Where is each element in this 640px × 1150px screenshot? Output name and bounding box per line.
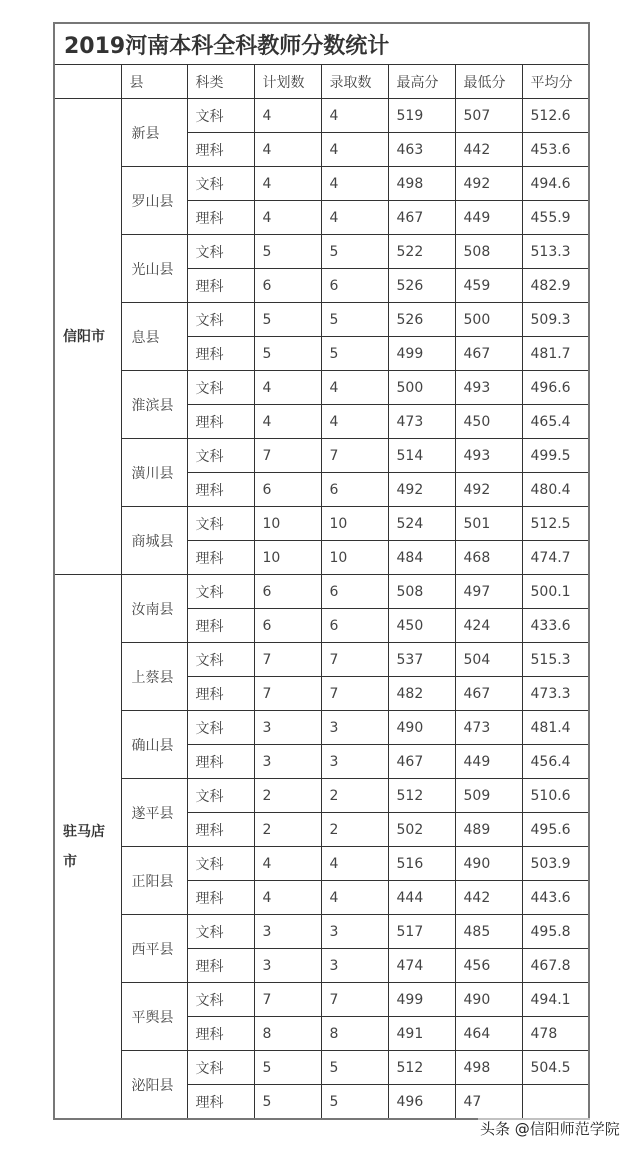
county-cell: 正阳县 (121, 847, 187, 915)
min-score-cell: 459 (455, 269, 522, 303)
min-score-cell: 456 (455, 949, 522, 983)
min-score-cell: 473 (455, 711, 522, 745)
max-score-cell: 519 (388, 99, 455, 133)
admitted-cell: 6 (321, 609, 388, 643)
min-score-cell: 450 (455, 405, 522, 439)
min-score-cell: 501 (455, 507, 522, 541)
admitted-cell: 8 (321, 1017, 388, 1051)
avg-score-cell: 474.7 (522, 541, 589, 575)
admitted-cell: 4 (321, 167, 388, 201)
admitted-cell: 4 (321, 201, 388, 235)
county-cell: 新县 (121, 99, 187, 167)
table-row (54, 779, 589, 813)
max-score-cell: 482 (388, 677, 455, 711)
avg-score-cell: 453.6 (522, 133, 589, 167)
max-score-cell: 499 (388, 983, 455, 1017)
plan-cell: 6 (254, 575, 321, 609)
subject-cell: 文科 (187, 99, 254, 133)
subject-cell: 理科 (187, 201, 254, 235)
min-score-cell: 504 (455, 643, 522, 677)
max-score-cell: 492 (388, 473, 455, 507)
county-cell: 商城县 (121, 507, 187, 575)
avg-score-cell: 512.6 (522, 99, 589, 133)
subject-cell: 理科 (187, 813, 254, 847)
county-cell: 息县 (121, 303, 187, 371)
subject-cell: 文科 (187, 575, 254, 609)
min-score-cell: 492 (455, 473, 522, 507)
min-score-cell: 493 (455, 439, 522, 473)
min-score-cell: 47 (455, 1085, 522, 1120)
avg-score-cell: 478 (522, 1017, 589, 1051)
min-score-cell: 442 (455, 881, 522, 915)
avg-score-cell: 512.5 (522, 507, 589, 541)
max-score-cell: 467 (388, 745, 455, 779)
city-cell: 信阳市 (54, 99, 121, 575)
min-score-cell: 468 (455, 541, 522, 575)
min-score-cell: 485 (455, 915, 522, 949)
plan-cell: 3 (254, 949, 321, 983)
header-min: 最低分 (455, 65, 522, 99)
min-score-cell: 449 (455, 745, 522, 779)
plan-cell: 7 (254, 643, 321, 677)
avg-score-cell: 504.5 (522, 1051, 589, 1085)
subject-cell: 文科 (187, 915, 254, 949)
subject-cell: 理科 (187, 677, 254, 711)
max-score-cell: 473 (388, 405, 455, 439)
subject-cell: 理科 (187, 541, 254, 575)
county-cell: 潢川县 (121, 439, 187, 507)
county-cell: 淮滨县 (121, 371, 187, 439)
max-score-cell: 491 (388, 1017, 455, 1051)
subject-cell: 文科 (187, 1051, 254, 1085)
admitted-cell: 5 (321, 1051, 388, 1085)
max-score-cell: 508 (388, 575, 455, 609)
plan-cell: 7 (254, 983, 321, 1017)
admitted-cell: 2 (321, 813, 388, 847)
watermark: 头条 @信阳师范学院 (480, 1120, 620, 1138)
county-cell: 罗山县 (121, 167, 187, 235)
table-row (54, 439, 589, 473)
min-score-cell: 464 (455, 1017, 522, 1051)
avg-score-cell (522, 1085, 589, 1120)
max-score-cell: 484 (388, 541, 455, 575)
admitted-cell: 4 (321, 847, 388, 881)
admitted-cell: 5 (321, 235, 388, 269)
plan-cell: 2 (254, 779, 321, 813)
header-subject: 科类 (187, 65, 254, 99)
avg-score-cell: 509.3 (522, 303, 589, 337)
header-city (54, 65, 121, 99)
plan-cell: 4 (254, 371, 321, 405)
plan-cell: 10 (254, 541, 321, 575)
avg-score-cell: 480.4 (522, 473, 589, 507)
plan-cell: 4 (254, 167, 321, 201)
county-cell: 遂平县 (121, 779, 187, 847)
admitted-cell: 7 (321, 677, 388, 711)
min-score-cell: 449 (455, 201, 522, 235)
plan-cell: 2 (254, 813, 321, 847)
max-score-cell: 500 (388, 371, 455, 405)
min-score-cell: 509 (455, 779, 522, 813)
subject-cell: 理科 (187, 1017, 254, 1051)
plan-cell: 7 (254, 677, 321, 711)
max-score-cell: 526 (388, 269, 455, 303)
county-cell: 汝南县 (121, 575, 187, 643)
admitted-cell: 3 (321, 745, 388, 779)
min-score-cell: 507 (455, 99, 522, 133)
max-score-cell: 496 (388, 1085, 455, 1120)
admitted-cell: 2 (321, 779, 388, 813)
city-cell: 驻马店市 (54, 575, 121, 1120)
min-score-cell: 493 (455, 371, 522, 405)
county-cell: 泌阳县 (121, 1051, 187, 1120)
admitted-cell: 10 (321, 507, 388, 541)
plan-cell: 6 (254, 609, 321, 643)
plan-cell: 5 (254, 303, 321, 337)
avg-score-cell: 433.6 (522, 609, 589, 643)
subject-cell: 文科 (187, 779, 254, 813)
subject-cell: 理科 (187, 269, 254, 303)
max-score-cell: 514 (388, 439, 455, 473)
max-score-cell: 517 (388, 915, 455, 949)
admitted-cell: 6 (321, 575, 388, 609)
max-score-cell: 463 (388, 133, 455, 167)
admitted-cell: 5 (321, 303, 388, 337)
admitted-cell: 4 (321, 133, 388, 167)
min-score-cell: 500 (455, 303, 522, 337)
max-score-cell: 490 (388, 711, 455, 745)
admitted-cell: 6 (321, 473, 388, 507)
min-score-cell: 492 (455, 167, 522, 201)
admitted-cell: 4 (321, 405, 388, 439)
header-max: 最高分 (388, 65, 455, 99)
avg-score-cell: 496.6 (522, 371, 589, 405)
table-row (54, 167, 589, 201)
subject-cell: 文科 (187, 507, 254, 541)
avg-score-cell: 515.3 (522, 643, 589, 677)
subject-cell: 理科 (187, 405, 254, 439)
avg-score-cell: 467.8 (522, 949, 589, 983)
subject-cell: 文科 (187, 371, 254, 405)
max-score-cell: 537 (388, 643, 455, 677)
subject-cell: 文科 (187, 711, 254, 745)
avg-score-cell: 443.6 (522, 881, 589, 915)
min-score-cell: 490 (455, 983, 522, 1017)
min-score-cell: 442 (455, 133, 522, 167)
subject-cell: 理科 (187, 473, 254, 507)
county-cell: 上蔡县 (121, 643, 187, 711)
subject-cell: 文科 (187, 643, 254, 677)
max-score-cell: 512 (388, 1051, 455, 1085)
min-score-cell: 490 (455, 847, 522, 881)
table-title: 2019河南本科全科教师分数统计 (54, 23, 589, 65)
avg-score-cell: 456.4 (522, 745, 589, 779)
subject-cell: 文科 (187, 167, 254, 201)
admitted-cell: 10 (321, 541, 388, 575)
plan-cell: 4 (254, 881, 321, 915)
plan-cell: 6 (254, 473, 321, 507)
plan-cell: 3 (254, 711, 321, 745)
subject-cell: 文科 (187, 439, 254, 473)
max-score-cell: 512 (388, 779, 455, 813)
table-row (54, 507, 589, 541)
avg-score-cell: 503.9 (522, 847, 589, 881)
max-score-cell: 444 (388, 881, 455, 915)
avg-score-cell: 481.4 (522, 711, 589, 745)
table-row (54, 575, 589, 609)
table-row (54, 915, 589, 949)
plan-cell: 4 (254, 133, 321, 167)
plan-cell: 4 (254, 99, 321, 133)
table-row (54, 983, 589, 1017)
county-cell: 光山县 (121, 235, 187, 303)
subject-cell: 文科 (187, 235, 254, 269)
max-score-cell: 522 (388, 235, 455, 269)
min-score-cell: 467 (455, 677, 522, 711)
max-score-cell: 499 (388, 337, 455, 371)
admitted-cell: 7 (321, 983, 388, 1017)
max-score-cell: 474 (388, 949, 455, 983)
admitted-cell: 7 (321, 439, 388, 473)
avg-score-cell: 473.3 (522, 677, 589, 711)
avg-score-cell: 455.9 (522, 201, 589, 235)
admitted-cell: 3 (321, 711, 388, 745)
plan-cell: 3 (254, 915, 321, 949)
subject-cell: 文科 (187, 847, 254, 881)
plan-cell: 8 (254, 1017, 321, 1051)
avg-score-cell: 482.9 (522, 269, 589, 303)
table-row (54, 1051, 589, 1085)
avg-score-cell: 513.3 (522, 235, 589, 269)
subject-cell: 理科 (187, 1085, 254, 1120)
max-score-cell: 526 (388, 303, 455, 337)
plan-cell: 10 (254, 507, 321, 541)
min-score-cell: 508 (455, 235, 522, 269)
plan-cell: 3 (254, 745, 321, 779)
max-score-cell: 498 (388, 167, 455, 201)
plan-cell: 6 (254, 269, 321, 303)
min-score-cell: 489 (455, 813, 522, 847)
plan-cell: 7 (254, 439, 321, 473)
county-cell: 确山县 (121, 711, 187, 779)
avg-score-cell: 510.6 (522, 779, 589, 813)
avg-score-cell: 495.8 (522, 915, 589, 949)
header-county: 县 (121, 65, 187, 99)
plan-cell: 5 (254, 235, 321, 269)
header-plan: 计划数 (254, 65, 321, 99)
admitted-cell: 4 (321, 371, 388, 405)
table-row (54, 711, 589, 745)
avg-score-cell: 499.5 (522, 439, 589, 473)
score-table (53, 22, 590, 1120)
subject-cell: 理科 (187, 881, 254, 915)
subject-cell: 理科 (187, 609, 254, 643)
plan-cell: 4 (254, 847, 321, 881)
plan-cell: 4 (254, 405, 321, 439)
min-score-cell: 467 (455, 337, 522, 371)
subject-cell: 文科 (187, 983, 254, 1017)
header-avg: 平均分 (522, 65, 589, 99)
table-row (54, 371, 589, 405)
header-row (54, 65, 589, 99)
avg-score-cell: 481.7 (522, 337, 589, 371)
table-row (54, 235, 589, 269)
max-score-cell: 502 (388, 813, 455, 847)
table-row (54, 643, 589, 677)
county-cell: 西平县 (121, 915, 187, 983)
min-score-cell: 424 (455, 609, 522, 643)
min-score-cell: 497 (455, 575, 522, 609)
avg-score-cell: 495.6 (522, 813, 589, 847)
title-row (54, 23, 589, 65)
admitted-cell: 5 (321, 1085, 388, 1120)
avg-score-cell: 494.6 (522, 167, 589, 201)
subject-cell: 理科 (187, 337, 254, 371)
admitted-cell: 6 (321, 269, 388, 303)
admitted-cell: 3 (321, 915, 388, 949)
plan-cell: 5 (254, 337, 321, 371)
subject-cell: 理科 (187, 745, 254, 779)
admitted-cell: 4 (321, 99, 388, 133)
subject-cell: 理科 (187, 133, 254, 167)
plan-cell: 4 (254, 201, 321, 235)
admitted-cell: 4 (321, 881, 388, 915)
plan-cell: 5 (254, 1051, 321, 1085)
plan-cell: 5 (254, 1085, 321, 1120)
admitted-cell: 5 (321, 337, 388, 371)
max-score-cell: 524 (388, 507, 455, 541)
max-score-cell: 467 (388, 201, 455, 235)
admitted-cell: 7 (321, 643, 388, 677)
min-score-cell: 498 (455, 1051, 522, 1085)
avg-score-cell: 465.4 (522, 405, 589, 439)
table-row (54, 303, 589, 337)
avg-score-cell: 500.1 (522, 575, 589, 609)
admitted-cell: 3 (321, 949, 388, 983)
table-row (54, 99, 589, 133)
max-score-cell: 516 (388, 847, 455, 881)
table-row (54, 847, 589, 881)
avg-score-cell: 494.1 (522, 983, 589, 1017)
max-score-cell: 450 (388, 609, 455, 643)
county-cell: 平舆县 (121, 983, 187, 1051)
header-admitted: 录取数 (321, 65, 388, 99)
subject-cell: 理科 (187, 949, 254, 983)
subject-cell: 文科 (187, 303, 254, 337)
